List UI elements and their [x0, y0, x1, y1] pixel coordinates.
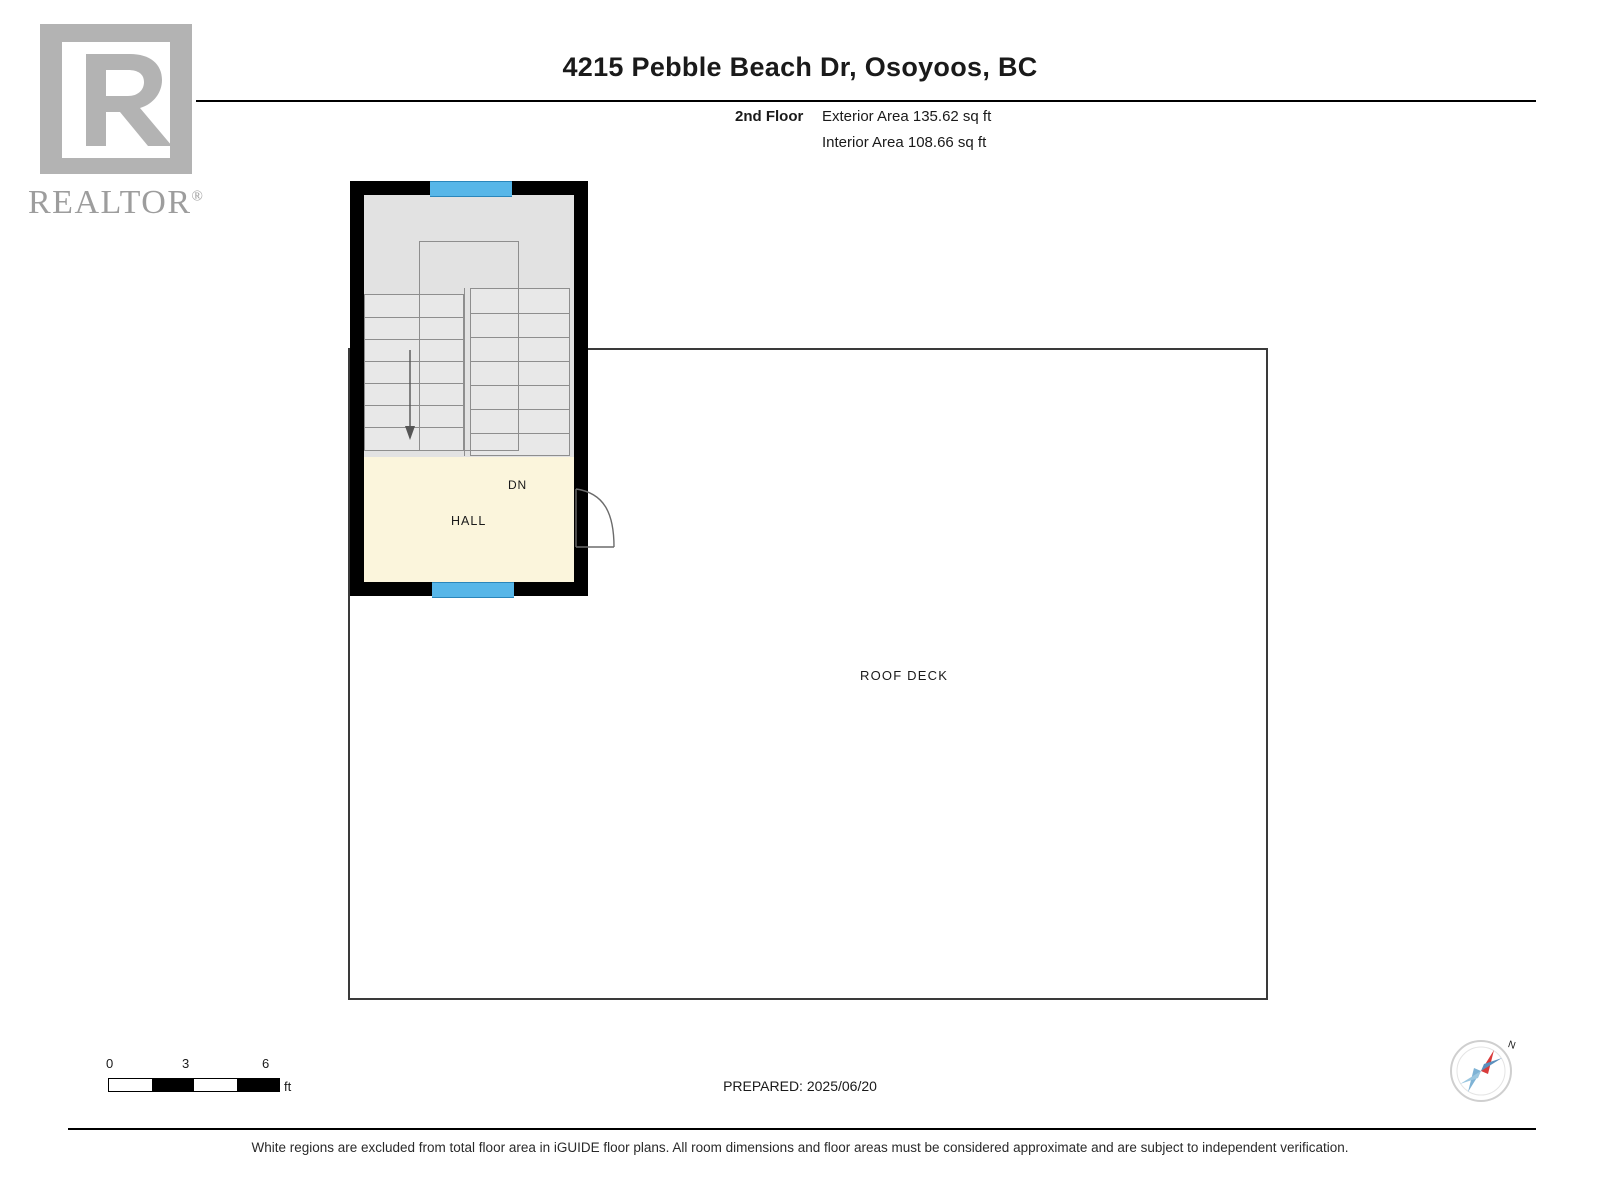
scale-tick-3: 3: [182, 1056, 190, 1071]
window-south: [432, 582, 514, 598]
registered-mark: ®: [191, 188, 205, 205]
exterior-area-label: Exterior Area 135.62 sq ft: [822, 108, 992, 125]
roof-deck-label: ROOF DECK: [860, 668, 949, 683]
compass-north-label: N: [1506, 1039, 1517, 1052]
prepared-date: PREPARED: 2025/06/20: [723, 1078, 877, 1094]
realtor-wordmark-text: REALTOR: [28, 184, 192, 221]
page-title: 4215 Pebble Beach Dr, Osoyoos, BC: [562, 52, 1038, 82]
stair-wellhole-outline: [419, 241, 519, 451]
door-swing-icon: [574, 487, 616, 549]
compass-icon: [1448, 1038, 1517, 1104]
stair-down-label: DN: [508, 478, 527, 492]
footer-divider: [68, 1128, 1536, 1130]
floor-label: 2nd Floor: [735, 108, 804, 125]
stair-direction-arrow-icon: [404, 350, 416, 440]
scale-unit-label: ft: [284, 1079, 292, 1094]
scale-tick-6: 6: [262, 1056, 270, 1071]
stair-landing-divider: [464, 288, 465, 456]
hall-label: HALL: [451, 514, 487, 528]
scale-tick-0: 0: [106, 1056, 114, 1071]
disclaimer-text: White regions are excluded from total floor area in iGUIDE floor plans. All room dimensions and floor areas must be considered approximate and are subject to independent verification.: [251, 1140, 1349, 1155]
window-north: [430, 181, 512, 197]
interior-area-label: Interior Area 108.66 sq ft: [822, 134, 987, 151]
